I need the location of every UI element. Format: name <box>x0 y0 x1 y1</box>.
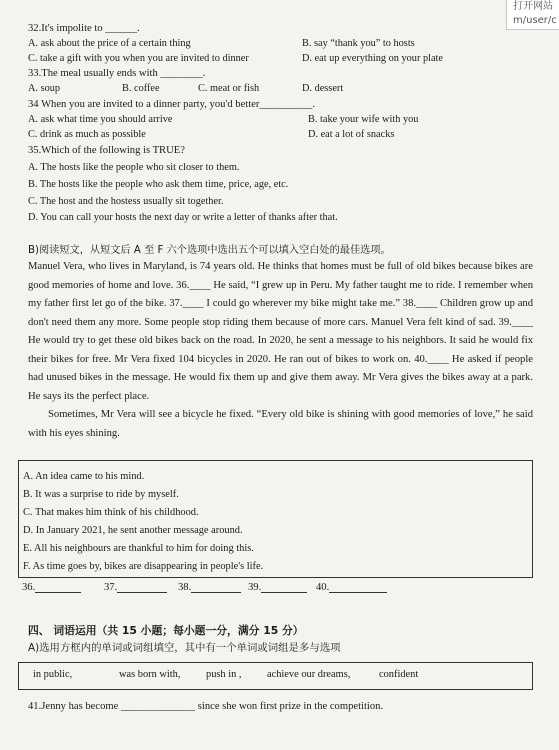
word-option: was born with, <box>119 669 181 680</box>
option: B. coffee <box>122 83 160 94</box>
option-f: F. As time goes by, bikes are disappearing in people's life. <box>23 561 264 572</box>
question-stem: 33.The meal usually ends with ________. <box>28 68 206 79</box>
option: C. meat or fish <box>198 83 260 94</box>
section-4-heading: 四、 词语运用（共 15 小题；每小题一分，满分 15 分） <box>28 624 304 637</box>
option: A. ask about the price of a certain thing <box>28 38 191 49</box>
passage-paragraph-2: Sometimes, Mr Vera will see a bicycle he fixed. “Every old bike is shining with good memories of love,” he said with his eyes shining. <box>28 409 533 439</box>
option: D. eat up everything on your plate <box>302 53 443 64</box>
option: B. The hosts like the people who ask them time, price, age, etc. <box>28 179 289 190</box>
question-stem: 35.Which of the following is TRUE? <box>28 145 185 156</box>
answer-blank-37[interactable]: 37. <box>104 582 167 593</box>
word-option: in public, <box>33 669 73 680</box>
option: C. drink as much as possible <box>28 129 146 140</box>
option: A. ask what time you should arrive <box>28 114 173 125</box>
answer-blank-39[interactable]: 39. <box>248 582 307 593</box>
option: A. soup <box>28 83 61 94</box>
option: D. eat a lot of snacks <box>308 129 395 140</box>
option-e: E. All his neighbours are thankful to him for doing this. <box>23 543 254 554</box>
option-b: B. It was a surprise to ride by myself. <box>23 489 179 500</box>
question-stem: 34 When you are invited to a dinner party, you'd better__________. <box>28 99 315 110</box>
word-option: achieve our dreams, <box>267 669 351 680</box>
option-c: C. That makes him think of his childhood. <box>23 507 199 518</box>
word-option: confident <box>379 669 419 680</box>
option-a: A. An idea came to his mind. <box>23 471 145 482</box>
option: B. take your wife with you <box>308 114 419 125</box>
answer-blank-36[interactable]: 36. <box>22 582 81 593</box>
word-box <box>18 662 533 690</box>
option-d: D. In January 2021, he sent another message around. <box>23 525 243 536</box>
answer-blank-40[interactable]: 40. <box>316 582 387 593</box>
option: C. take a gift with you when you are invited to dinner <box>28 53 249 64</box>
question-41: 41.Jenny has become ______________ since she won first prize in the competition. <box>28 701 384 712</box>
option: C. The host and the hostess usually sit together. <box>28 196 224 207</box>
options-box <box>18 460 533 578</box>
popup-line-2: m/user/c <box>513 15 557 26</box>
passage-paragraph-1: Manuel Vera, who lives in Maryland, is 74 years old. He thinks that homes must be full of old bikes because bikes are good memories of home and love. 36.____ He said, “I grew up in Peru. My father taught me to ride. I remember when my father first let go of the bike. 37.____ I could go wherever my bike might take me.” 38.____ Children grow up and don't need them any more. Some people stop riding them because of more cars. Manuel Vera felt kind of sad. 39.____ He would try to get these old bikes back on the road. In 2020, he sent a message to his neighbors. It said he would fix their bikes for free. Mr Vera fixed 104 bicycles in 2020. He ran out of bikes to work on. 40.____ He asked if people had unused bikes in the message. He would fix them up and give them away. Mr Vera gives the bikes away at a park. He says its the perfect place. <box>28 261 533 402</box>
passage <box>28 258 533 443</box>
section-b-heading: B)阅读短文，从短文后 A 至 F 六个选项中选出五个可以填入空白处的最佳选项。 <box>28 245 391 256</box>
word-option: push in , <box>206 669 242 680</box>
popup-line-1: 打开网站 <box>513 1 553 12</box>
option: B. say “thank you” to hosts <box>302 38 415 49</box>
question-stem: 32.It's impolite to ______. <box>28 23 140 34</box>
option: D. You can call your hosts the next day or write a letter of thanks after that. <box>28 212 338 223</box>
option: D. dessert <box>302 83 344 94</box>
answer-blank-38[interactable]: 38. <box>178 582 241 593</box>
section-4a-instruction: A)选用方框内的单词或词组填空，其中有一个单词或词组是多与选项 <box>28 642 341 654</box>
browser-popup[interactable] <box>506 0 559 30</box>
option: A. The hosts like the people who sit closer to them. <box>28 162 240 173</box>
